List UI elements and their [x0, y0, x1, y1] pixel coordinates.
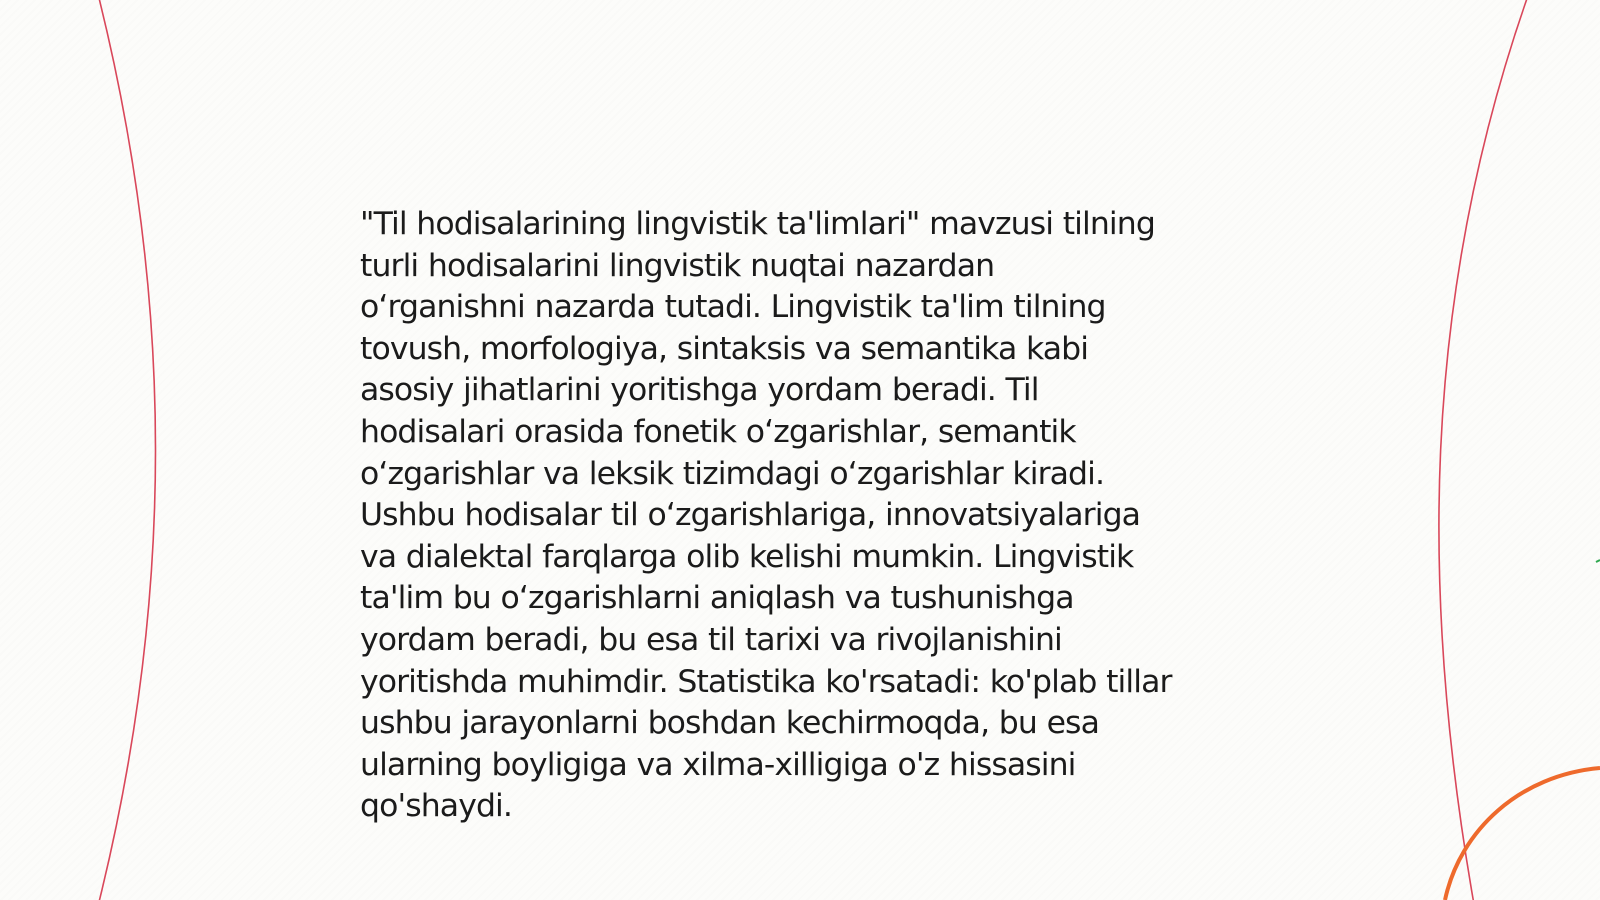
paragraph-line: ularning boyligiga va xilma-xilligiga o'z hissasini: [360, 746, 1076, 783]
paragraph-line: turli hodisalarini lingvistik nuqtai nazardan: [360, 247, 995, 284]
paragraph-line: qo'shaydi.: [360, 788, 513, 825]
paragraph-line: o‘zgarishlar va leksik tizimdagi o‘zgarishlar kiradi.: [360, 455, 1105, 492]
main-paragraph: [360, 204, 1260, 828]
right-curve-decoration: [1439, 0, 1530, 900]
paragraph-line: tovush, morfologiya, sintaksis va semantika kabi: [360, 330, 1089, 367]
paragraph-line: o‘rganishni nazarda tutadi. Lingvistik ta'lim tilning: [360, 289, 1106, 326]
paragraph-line: yordam beradi, bu esa til tarixi va rivojlanishini: [360, 621, 1062, 658]
paragraph-line: ushbu jarayonlarni boshdan kechirmoqda, bu esa: [360, 705, 1099, 742]
paragraph-line: va dialektal farqlarga olib kelishi mumkin. Lingvistik: [360, 538, 1134, 575]
left-curve-decoration: [97, 0, 156, 900]
paragraph-line: "Til hodisalarining lingvistik ta'limlari" mavzusi tilning: [360, 206, 1155, 242]
paragraph-line: asosiy jihatlarini yoritishga yordam beradi. Til: [360, 372, 1039, 409]
paragraph-line: yoritishda muhimdir. Statistika ko'rsatadi: ko'plab tillar: [360, 663, 1172, 700]
green-tick-decoration: [1596, 560, 1600, 562]
paragraph-line: hodisalari orasida fonetik o‘zgarishlar, semantik: [360, 413, 1076, 450]
paragraph-line: Ushbu hodisalar til o‘zgarishlariga, innovatsiyalariga: [360, 497, 1141, 534]
paragraph-line: ta'lim bu o‘zgarishlarni aniqlash va tushunishga: [360, 580, 1074, 617]
orange-arc-decoration: [1445, 768, 1600, 900]
